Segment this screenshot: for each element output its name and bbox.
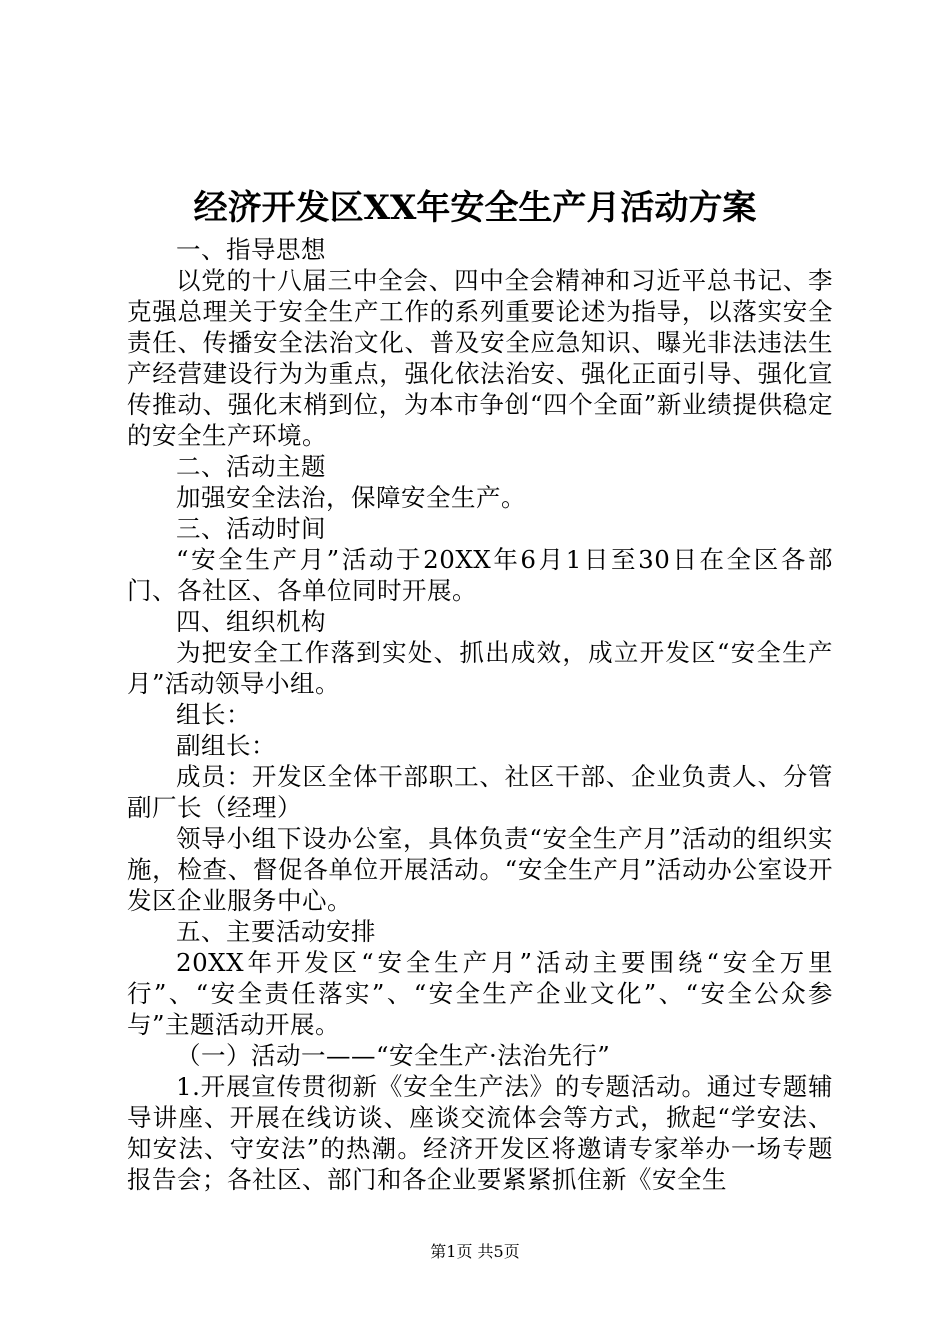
section-heading-activities: 五、主要活动安排: [176, 917, 376, 946]
paragraph-leader: 组长：: [176, 700, 251, 729]
page-footer: 第1页 共5页: [430, 1242, 520, 1261]
paragraph-time: “安全生产月”活动于20XX年6月1日至30日在全区各部门、各社区、各单位同时开展。: [127, 545, 833, 605]
paragraph-organization: 为把安全工作落到实处、抓出成效，成立开发区“安全生产月”活动领导小组。: [127, 638, 833, 698]
section-heading-guiding-ideology: 一、指导思想: [176, 235, 326, 264]
document-body: [127, 234, 833, 1195]
section-heading-organization: 四、组织机构: [176, 607, 326, 636]
paragraph-theme: 加强安全法治，保障安全生产。: [176, 483, 526, 512]
paragraph-office: 领导小组下设办公室，具体负责“安全生产月”活动的组织实施，检查、督促各单位开展活动。“安全生产月”活动办公室设开发区企业服务中心。: [127, 824, 833, 915]
paragraph-activity-item-1: 1.开展宣传贯彻新《安全生产法》的专题活动。通过专题辅导讲座、开展在线访谈、座谈交流体会等方式，掀起“学安法、知安法、守安法”的热潮。经济开发区将邀请专家举办一场专题报告会；各社区、部门和各企业要紧紧抓住新《安全生: [127, 1072, 833, 1194]
section-heading-theme: 二、活动主题: [176, 452, 326, 481]
document-title: 经济开发区XX年安全生产月活动方案: [193, 188, 757, 228]
paragraph-activities: 20XX年开发区“安全生产月”活动主要围绕“安全万里行”、“安全责任落实”、“安全生产企业文化”、“安全公众参与”主题活动开展。: [127, 948, 833, 1039]
paragraph-guiding-ideology: 以党的十八届三中全会、四中全会精神和习近平总书记、李克强总理关于安全生产工作的系列重要论述为指导，以落实安全责任、传播安全法治文化、普及安全应急知识、曝光非法违法生产经营建设行为为重点，强化依法治安、强化正面引导、强化宣传推动、强化末梢到位，为本市争创“四个全面”新业绩提供稳定的安全生产环境。: [127, 266, 833, 450]
subheading-activity-one: （一）活动一——“安全生产·法治先行”: [176, 1041, 611, 1070]
paragraph-deputy-leader: 副组长：: [176, 731, 276, 760]
section-heading-time: 三、活动时间: [176, 514, 326, 543]
paragraph-members: 成员：开发区全体干部职工、社区干部、企业负责人、分管副厂长（经理）: [127, 762, 833, 822]
